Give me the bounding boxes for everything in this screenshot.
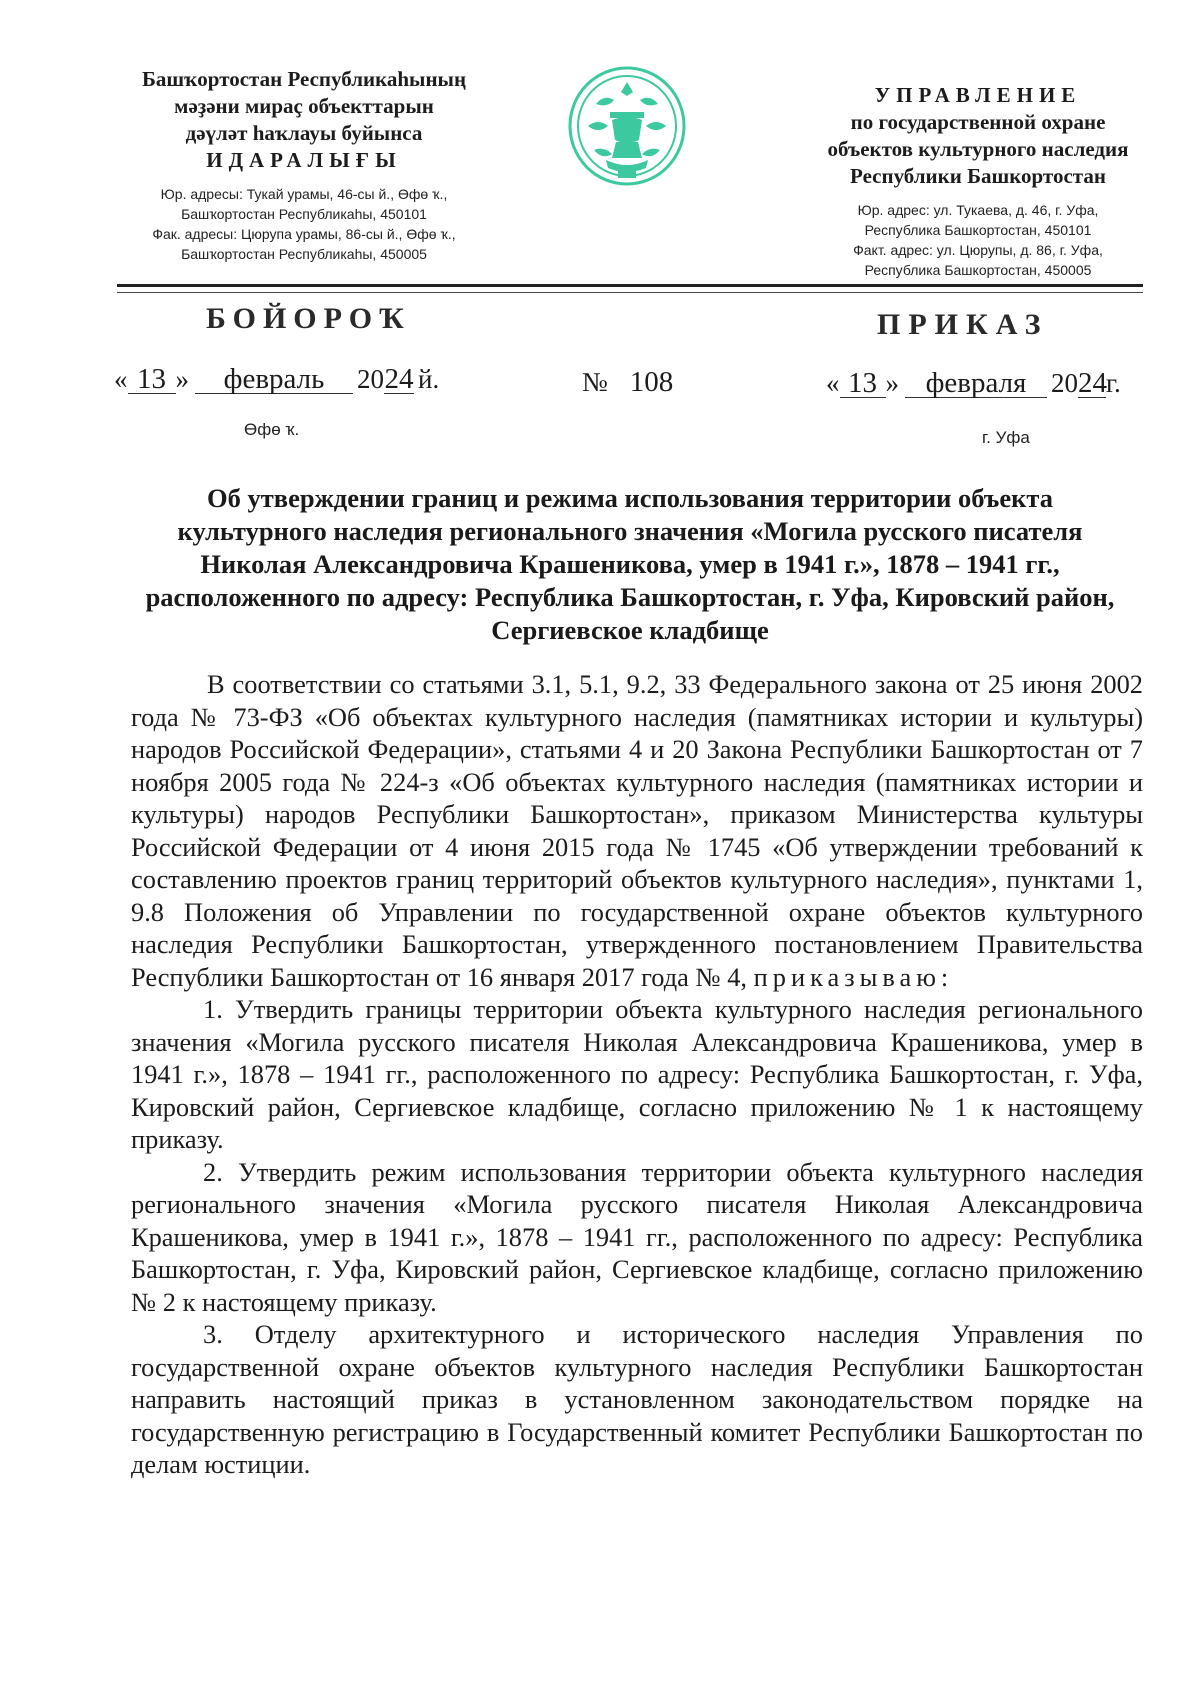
date-suffix: й.: [418, 364, 440, 394]
preamble-command: приказываю:: [753, 961, 954, 992]
order-number: [582, 366, 673, 399]
org-name-line: УПРАВЛЕНИЕ: [874, 83, 1082, 107]
header-divider: [117, 284, 1143, 287]
address-line: Факт. адрес: ул. Цюрупы, д. 86, г. Уфа,: [853, 242, 1103, 258]
quote-open: «: [826, 368, 840, 398]
city-russian: г. Уфа: [982, 428, 1030, 447]
list-item: 2. Утвердить режим использования территории объекта культурного наследия регионального значения «Могила русского писателя Николая Александровича Крашеникова, умер в 1941 г.», 1878 – 1941 гг., расположенного по адресу: Республика Башкортостан, г. Уфа, Кировский район, Сергиевское кладбище, согласно приложению № 2 к настоящему приказу.: [131, 1156, 1143, 1317]
quote-close: »: [175, 364, 189, 394]
date-month: февраля: [905, 369, 1047, 398]
org-name-line: Башҡортостан Республикаһының: [141, 67, 467, 91]
order-label-russian: ПРИКАЗ: [877, 308, 1049, 341]
date-day: 13: [128, 365, 176, 394]
address-line: Юр. адресы: Тукай урамы, 46-сы й., Өфө ҡ.,: [160, 186, 448, 202]
header-bashkir: [118, 66, 490, 264]
coat-of-arms-bashkortostan-icon: [566, 64, 688, 192]
address-line: Республика Башкортостан, 450101: [864, 222, 1092, 238]
quote-open: «: [114, 364, 128, 394]
list-item: 1. Утвердить границы территории объекта культурного наследия регионального значения «Могила русского писателя Николая Александровича Крашеникова, умер в 1941 г.», 1878 – 1941 гг., расположенного по адресу: Республика Башкортостан, г. Уфа, Кировский район, Сергиевское кладбище, согласно приложению № 1 к настоящему приказу.: [131, 994, 1143, 1154]
document-title: Об утверждении границ и режима использования территории объекта культурного наследия регионального значения «Могила русского писателя Николая Александровича Крашеникова, умер в 1941 г.», 1878 – 1941 гг., расположенного по адресу: Республика Башкортостан, г. Уфа, Кировский район, Сергиевское кладбище: [145, 483, 1115, 645]
order-label-bashkir: БОЙОРОҠ: [206, 302, 411, 335]
number-value: 108: [629, 366, 674, 398]
org-name-line: по государственной охране: [850, 110, 1106, 134]
date-bashkir: [114, 364, 439, 395]
org-name-line: дәүләт һаҡлауы буйынса: [185, 121, 423, 145]
quote-close: »: [885, 368, 899, 398]
number-sign: №: [582, 367, 608, 397]
org-address: [780, 200, 1176, 280]
date-day: 13: [840, 369, 886, 398]
date-year: 24: [384, 363, 414, 395]
org-name-line: ИДАРАЛЫҒЫ: [206, 148, 402, 172]
header-russian: [780, 82, 1176, 280]
preamble-text: В соответствии со статьями 3.1, 5.1, 9.2, 33 Федерального закона от 25 июня 2002 года № 73-ФЗ «Об объектах культурного наследия (памятниках истории и культуры) народов Российской Федерации», статьями 4 и 20 Закона Республики Башкортостан от 7 ноября 2005 года № 224-з «Об объектах культурного наследия (памятниках истории и культуры) народов Республики Башкортостан», приказом Министерства культуры Российской Федерации от 4 июня 2015 года № 1745 «Об утверждении требований к составлению проектов границ территорий объектов культурного наследия», пунктами 1, 9.8 Положения об Управлении по государственной охране объектов культурного наследия Республики Башкортостан, утвержденного постановлением Правительства Республики Башкортостан от 16 января 2017 года № 4,: [131, 669, 1143, 992]
document-body: [131, 668, 1143, 1481]
preamble-paragraph: [131, 668, 1143, 993]
date-month: февраль: [195, 365, 353, 394]
list-item: 3. Отделу архитектурного и исторического наследия Управления по государственной охране объектов культурного наследия Республики Башкортостан направить настоящий приказ в установленном законодательством порядке на государственную регистрацию в Государственный комитет Республики Башкортостан по делам юстиции.: [131, 1319, 1143, 1479]
address-line: Юр. адрес: ул. Тукаева, д. 46, г. Уфа,: [857, 202, 1099, 218]
date-year: 24: [1078, 367, 1107, 399]
org-name-line: мәҙәни мираҫ объекттарын: [174, 94, 434, 118]
org-address: [118, 184, 490, 264]
date-year-prefix: 20: [1051, 368, 1078, 398]
address-line: Фак. адресы: Цюрупа урамы, 86-сы й., Өфө ҡ.,: [152, 226, 456, 242]
address-line: Республика Башкортостан, 450005: [864, 262, 1092, 278]
date-russian: [826, 368, 1121, 399]
address-line: Башҡортостан Республикаһы, 450101: [181, 206, 427, 222]
date-suffix: г.: [1106, 368, 1121, 398]
org-name-line: объектов культурного наследия: [827, 137, 1129, 161]
org-name-line: Республики Башкортостан: [850, 164, 1106, 188]
date-year-prefix: 20: [357, 364, 384, 394]
address-line: Башҡортостан Республикаһы, 450005: [181, 246, 427, 262]
header-divider-thin: [117, 292, 1143, 293]
city-bashkir: Өфө ҡ.: [244, 420, 300, 439]
